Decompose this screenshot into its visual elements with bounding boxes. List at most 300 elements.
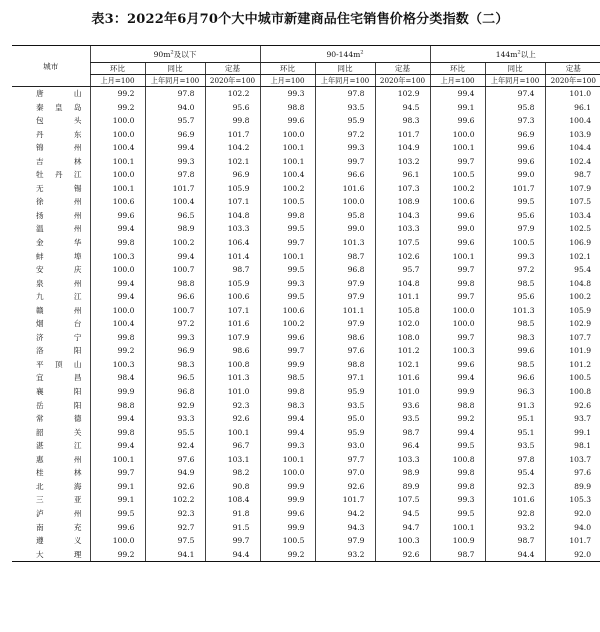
index-value-cell: 100.1: [260, 155, 315, 169]
index-value-cell: 97.3: [485, 114, 545, 128]
index-value-cell: 104.8: [545, 277, 600, 291]
table-row: [12, 344, 600, 358]
index-value-cell: 101.2: [545, 358, 600, 372]
index-value-cell: 93.2: [315, 548, 375, 562]
index-value-cell: 99.7: [430, 331, 485, 345]
group-header-small: $90m^2$及以下: [90, 46, 260, 63]
index-value-cell: 100.2: [545, 290, 600, 304]
index-value-cell: 103.3: [205, 222, 260, 236]
index-value-cell: 99.8: [260, 385, 315, 399]
index-value-cell: 102.5: [545, 222, 600, 236]
index-value-cell: 105.9: [205, 182, 260, 196]
index-value-cell: 100.6: [430, 195, 485, 209]
index-value-cell: 96.1: [545, 101, 600, 115]
index-value-cell: 92.0: [545, 548, 600, 562]
index-value-cell: 101.2: [375, 344, 430, 358]
index-value-cell: 107.7: [545, 331, 600, 345]
index-value-cell: 93.5: [485, 439, 545, 453]
city-name-cell: 平顶山: [36, 359, 82, 369]
index-value-cell: 99.6: [485, 344, 545, 358]
index-value-cell: 99.4: [90, 277, 145, 291]
index-value-cell: 99.8: [430, 466, 485, 480]
index-value-cell: 97.6: [145, 453, 205, 467]
index-value-cell: 100.4: [90, 141, 145, 155]
index-value-cell: 99.4: [90, 290, 145, 304]
city-name-cell: 吉林: [36, 156, 82, 166]
index-value-cell: 105.9: [545, 304, 600, 318]
index-value-cell: 100.0: [90, 168, 145, 182]
index-value-cell: 99.6: [260, 114, 315, 128]
city-name-cell: 惠州: [36, 454, 82, 464]
index-value-cell: 92.6: [145, 480, 205, 494]
index-value-cell: 91.5: [205, 521, 260, 535]
index-value-cell: 101.1: [375, 290, 430, 304]
index-value-cell: 99.5: [430, 439, 485, 453]
city-name-cell: 湛江: [36, 441, 82, 451]
index-value-cell: 99.6: [430, 236, 485, 250]
index-value-cell: 99.3: [315, 141, 375, 155]
index-value-cell: 99.2: [90, 548, 145, 562]
index-value-cell: 93.5: [315, 399, 375, 413]
index-value-cell: 94.1: [145, 548, 205, 562]
index-value-cell: 99.9: [260, 521, 315, 535]
index-value-cell: 99.3: [145, 155, 205, 169]
index-value-cell: 104.2: [205, 141, 260, 155]
table-row: [12, 466, 600, 480]
index-value-cell: 100.0: [430, 317, 485, 331]
index-value-cell: 99.8: [90, 331, 145, 345]
index-value-cell: 102.1: [375, 358, 430, 372]
index-value-cell: 99.5: [430, 507, 485, 521]
index-value-cell: 101.0: [375, 385, 430, 399]
sub-header-fixed-base: 定基: [375, 63, 430, 75]
index-value-cell: 93.6: [375, 399, 430, 413]
index-value-cell: 100.2: [145, 236, 205, 250]
index-value-cell: 89.9: [545, 480, 600, 494]
index-value-cell: 100.1: [260, 453, 315, 467]
index-value-cell: 108.0: [375, 331, 430, 345]
index-value-cell: 99.8: [90, 426, 145, 440]
index-value-cell: 97.2: [485, 263, 545, 277]
index-value-cell: 98.6: [205, 344, 260, 358]
index-value-cell: 96.4: [375, 439, 430, 453]
index-value-cell: 99.4: [90, 222, 145, 236]
index-value-cell: 99.1: [545, 426, 600, 440]
index-value-cell: 100.5: [545, 371, 600, 385]
index-value-cell: 98.7: [375, 426, 430, 440]
index-value-cell: 103.4: [545, 209, 600, 223]
index-value-cell: 101.7: [545, 534, 600, 548]
index-value-cell: 99.5: [485, 195, 545, 209]
index-value-cell: 99.4: [145, 250, 205, 264]
index-value-cell: 101.6: [375, 371, 430, 385]
index-value-cell: 99.1: [430, 101, 485, 115]
index-value-cell: 100.0: [90, 304, 145, 318]
index-value-cell: 97.8: [145, 87, 205, 101]
table-row: [12, 358, 600, 372]
sub-header-mom: 环比: [90, 63, 145, 75]
index-value-cell: 99.7: [90, 466, 145, 480]
index-value-cell: 101.9: [545, 344, 600, 358]
table-row: [12, 168, 600, 182]
index-value-cell: 100.6: [205, 290, 260, 304]
index-value-cell: 99.5: [260, 290, 315, 304]
index-value-cell: 99.9: [430, 385, 485, 399]
index-value-cell: 99.7: [430, 263, 485, 277]
city-name-cell: 安庆: [36, 265, 82, 275]
index-value-cell: 96.9: [205, 168, 260, 182]
table-row: [12, 371, 600, 385]
index-value-cell: 102.0: [375, 317, 430, 331]
index-value-cell: 99.5: [260, 263, 315, 277]
table-row: [12, 507, 600, 521]
index-value-cell: 100.3: [90, 358, 145, 372]
index-value-cell: 100.2: [430, 182, 485, 196]
index-value-cell: 100.4: [260, 168, 315, 182]
index-value-cell: 100.1: [260, 141, 315, 155]
index-value-cell: 92.0: [545, 507, 600, 521]
city-name-cell: 无锡: [36, 183, 82, 193]
index-value-cell: 100.0: [90, 128, 145, 142]
index-value-cell: 107.3: [375, 182, 430, 196]
index-value-cell: 99.4: [430, 426, 485, 440]
index-value-cell: 90.8: [205, 480, 260, 494]
base-header-last-month: 上月=100: [90, 75, 145, 87]
index-value-cell: 95.8: [315, 209, 375, 223]
city-name-cell: 常德: [36, 414, 82, 424]
index-value-cell: 98.4: [90, 371, 145, 385]
city-name-cell: 唐山: [36, 89, 82, 98]
table-row: [12, 521, 600, 535]
index-value-cell: 98.8: [260, 101, 315, 115]
index-value-cell: 99.4: [430, 87, 485, 101]
table-row: [12, 128, 600, 142]
index-value-cell: 92.3: [485, 480, 545, 494]
index-value-cell: 99.6: [485, 155, 545, 169]
index-value-cell: 99.3: [145, 331, 205, 345]
table-row: [12, 263, 600, 277]
index-value-cell: 99.7: [430, 290, 485, 304]
city-name-cell: 韶关: [36, 427, 82, 437]
table-title: 表3：2022年6月70个大中城市新建商品住宅销售价格分类指数（二）: [91, 12, 509, 27]
index-value-cell: 100.1: [430, 250, 485, 264]
index-value-cell: 102.2: [145, 493, 205, 507]
city-name-cell: 洛阳: [36, 346, 82, 356]
index-value-cell: 100.5: [430, 168, 485, 182]
index-value-cell: 100.1: [430, 141, 485, 155]
index-value-cell: 101.1: [315, 304, 375, 318]
index-value-cell: 101.7: [315, 493, 375, 507]
index-value-cell: 100.1: [90, 453, 145, 467]
index-value-cell: 96.3: [485, 385, 545, 399]
index-value-cell: 108.4: [205, 493, 260, 507]
index-value-cell: 98.8: [430, 399, 485, 413]
index-value-cell: 103.9: [545, 128, 600, 142]
index-value-cell: 95.0: [315, 412, 375, 426]
index-value-cell: 96.6: [145, 290, 205, 304]
index-value-cell: 100.8: [430, 453, 485, 467]
index-value-cell: 98.3: [260, 399, 315, 413]
index-value-cell: 98.9: [145, 222, 205, 236]
index-value-cell: 95.4: [545, 263, 600, 277]
index-value-cell: 103.2: [375, 155, 430, 169]
table-row: [12, 87, 600, 101]
index-value-cell: 93.2: [485, 521, 545, 535]
city-name-cell: 泸州: [36, 508, 82, 518]
index-value-cell: 100.0: [90, 263, 145, 277]
index-value-cell: 95.9: [315, 426, 375, 440]
index-value-cell: 101.3: [485, 304, 545, 318]
index-value-cell: 94.7: [375, 521, 430, 535]
index-value-cell: 96.6: [485, 371, 545, 385]
base-header-last-year: 上年同月=100: [485, 75, 545, 87]
index-value-cell: 96.5: [145, 371, 205, 385]
index-value-cell: 99.7: [260, 344, 315, 358]
index-value-cell: 99.9: [90, 385, 145, 399]
city-name-cell: 牡丹江: [36, 170, 82, 180]
index-value-cell: 103.1: [205, 453, 260, 467]
table-row: [12, 222, 600, 236]
index-value-cell: 92.9: [145, 399, 205, 413]
index-value-cell: 96.6: [315, 168, 375, 182]
index-value-cell: 98.9: [375, 466, 430, 480]
city-name-cell: 襄阳: [36, 387, 82, 397]
city-name-cell: 三亚: [36, 495, 82, 505]
table-row: [12, 236, 600, 250]
index-value-cell: 98.7: [205, 263, 260, 277]
index-value-cell: 106.4: [205, 236, 260, 250]
base-header-2020: 2020年=100: [375, 75, 430, 87]
index-value-cell: 96.7: [205, 439, 260, 453]
index-value-cell: 95.6: [485, 209, 545, 223]
table-row: [12, 453, 600, 467]
index-value-cell: 97.9: [485, 222, 545, 236]
index-value-cell: 97.8: [315, 87, 375, 101]
index-value-cell: 99.0: [485, 168, 545, 182]
index-value-cell: 99.4: [90, 412, 145, 426]
index-value-cell: 97.1: [315, 371, 375, 385]
index-value-cell: 94.4: [485, 548, 545, 562]
index-value-cell: 98.7: [545, 168, 600, 182]
index-value-cell: 100.1: [90, 182, 145, 196]
index-value-cell: 94.9: [145, 466, 205, 480]
index-value-cell: 96.9: [145, 128, 205, 142]
index-value-cell: 94.4: [205, 548, 260, 562]
index-value-cell: 98.5: [485, 317, 545, 331]
index-value-cell: 95.6: [485, 290, 545, 304]
index-value-cell: 99.4: [430, 371, 485, 385]
index-value-cell: 106.9: [545, 236, 600, 250]
sub-header-mom: 环比: [430, 63, 485, 75]
index-value-cell: 96.9: [145, 344, 205, 358]
index-value-cell: 99.9: [260, 358, 315, 372]
index-value-cell: 96.8: [145, 385, 205, 399]
base-header-last-month: 上月=100: [260, 75, 315, 87]
index-value-cell: 99.5: [90, 507, 145, 521]
sub-header-yoy: 同比: [315, 63, 375, 75]
index-value-cell: 92.6: [205, 412, 260, 426]
index-value-cell: 98.3: [485, 331, 545, 345]
city-name-cell: 丹东: [36, 129, 82, 139]
city-name-cell: 宜昌: [36, 373, 82, 383]
city-name-cell: 大理: [12, 548, 90, 562]
index-value-cell: 107.5: [545, 195, 600, 209]
index-value-cell: 93.3: [145, 412, 205, 426]
index-value-cell: 100.3: [375, 534, 430, 548]
price-index-table: [12, 45, 600, 562]
index-value-cell: 107.5: [375, 236, 430, 250]
index-value-cell: 98.7: [315, 250, 375, 264]
index-value-cell: 99.0: [430, 222, 485, 236]
index-value-cell: 99.6: [260, 331, 315, 345]
city-name-cell: 济宁: [36, 332, 82, 342]
table-row: [12, 548, 600, 562]
index-value-cell: 107.9: [205, 331, 260, 345]
city-name-cell: 徐州: [36, 197, 82, 207]
index-value-cell: 99.6: [430, 358, 485, 372]
index-value-cell: 94.5: [375, 507, 430, 521]
index-value-cell: 96.5: [145, 209, 205, 223]
index-value-cell: 105.3: [545, 493, 600, 507]
index-value-cell: 99.8: [90, 236, 145, 250]
index-value-cell: 99.6: [430, 209, 485, 223]
index-value-cell: 95.8: [485, 101, 545, 115]
group-header-medium: $90-144m^2$: [260, 46, 430, 63]
index-value-cell: 97.8: [485, 453, 545, 467]
base-header-2020: 2020年=100: [545, 75, 600, 87]
index-value-cell: 99.9: [260, 493, 315, 507]
index-value-cell: 97.9: [315, 534, 375, 548]
base-header-last-year: 上年同月=100: [145, 75, 205, 87]
index-value-cell: 101.7: [485, 182, 545, 196]
table-row: [12, 317, 600, 331]
index-value-cell: 97.9: [315, 277, 375, 291]
index-value-cell: 97.9: [315, 290, 375, 304]
index-value-cell: 100.1: [260, 250, 315, 264]
index-value-cell: 98.1: [545, 439, 600, 453]
index-value-cell: 91.8: [205, 507, 260, 521]
index-value-cell: 97.6: [315, 344, 375, 358]
index-value-cell: 95.7: [145, 114, 205, 128]
index-value-cell: 100.0: [430, 128, 485, 142]
index-value-cell: 95.7: [375, 263, 430, 277]
index-value-cell: 99.6: [90, 521, 145, 535]
index-value-cell: 104.3: [375, 209, 430, 223]
index-value-cell: 96.9: [485, 128, 545, 142]
index-value-cell: 103.7: [545, 453, 600, 467]
index-value-cell: 97.2: [145, 317, 205, 331]
table-row: [12, 493, 600, 507]
sub-header-mom: 环比: [260, 63, 315, 75]
index-value-cell: 100.0: [260, 466, 315, 480]
sub-header-yoy: 同比: [145, 63, 205, 75]
index-value-cell: 92.4: [145, 439, 205, 453]
index-value-cell: 99.8: [260, 209, 315, 223]
index-value-cell: 96.8: [315, 263, 375, 277]
index-value-cell: 102.9: [375, 87, 430, 101]
index-value-cell: 104.9: [375, 141, 430, 155]
index-value-cell: 99.6: [90, 209, 145, 223]
index-value-cell: 98.7: [430, 548, 485, 562]
index-value-cell: 99.7: [260, 236, 315, 250]
index-value-cell: 104.8: [375, 277, 430, 291]
index-value-cell: 89.9: [375, 480, 430, 494]
index-value-cell: 98.8: [315, 358, 375, 372]
index-value-cell: 105.8: [375, 304, 430, 318]
index-value-cell: 94.5: [375, 101, 430, 115]
index-value-cell: 107.1: [205, 195, 260, 209]
index-value-cell: 100.6: [90, 195, 145, 209]
index-value-cell: 99.3: [260, 277, 315, 291]
index-value-cell: 100.7: [145, 304, 205, 318]
index-value-cell: 97.6: [545, 466, 600, 480]
index-value-cell: 92.6: [375, 548, 430, 562]
index-value-cell: 102.1: [205, 155, 260, 169]
index-value-cell: 100.0: [430, 304, 485, 318]
index-value-cell: 101.3: [205, 371, 260, 385]
index-value-cell: 99.3: [485, 250, 545, 264]
table-row: [12, 331, 600, 345]
index-value-cell: 99.3: [430, 493, 485, 507]
city-name-cell: 赣州: [36, 305, 82, 315]
index-value-cell: 101.6: [485, 493, 545, 507]
index-value-cell: 99.3: [260, 439, 315, 453]
city-name-cell: 包头: [36, 116, 82, 126]
index-value-cell: 100.1: [430, 521, 485, 535]
index-value-cell: 102.9: [545, 317, 600, 331]
table-row: [12, 412, 600, 426]
index-value-cell: 100.2: [260, 182, 315, 196]
index-value-cell: 107.1: [205, 304, 260, 318]
city-name-cell: 岳阳: [36, 400, 82, 410]
city-name-cell: 秦皇岛: [36, 102, 82, 112]
index-value-cell: 100.5: [485, 236, 545, 250]
index-value-cell: 98.2: [205, 466, 260, 480]
index-value-cell: 98.3: [145, 358, 205, 372]
index-value-cell: 100.1: [90, 155, 145, 169]
index-value-cell: 102.4: [545, 155, 600, 169]
index-value-cell: 100.1: [205, 426, 260, 440]
index-value-cell: 97.7: [315, 453, 375, 467]
city-name-cell: 南充: [36, 522, 82, 532]
index-value-cell: 99.2: [260, 548, 315, 562]
index-value-cell: 92.7: [145, 521, 205, 535]
index-value-cell: 104.8: [205, 209, 260, 223]
city-name-cell: 北海: [36, 481, 82, 491]
index-value-cell: 103.3: [375, 453, 430, 467]
index-value-cell: 100.4: [145, 195, 205, 209]
city-column-header: 城市: [12, 46, 90, 87]
index-value-cell: 101.4: [205, 250, 260, 264]
index-value-cell: 99.2: [90, 344, 145, 358]
index-value-cell: 102.6: [375, 250, 430, 264]
index-value-cell: 100.4: [545, 114, 600, 128]
table-row: [12, 182, 600, 196]
table-row: [12, 250, 600, 264]
index-value-cell: 100.0: [315, 195, 375, 209]
table-row: [12, 290, 600, 304]
index-value-cell: 95.9: [315, 385, 375, 399]
table-row: [12, 426, 600, 440]
city-name-cell: 桂林: [36, 468, 82, 478]
index-value-cell: 100.0: [260, 128, 315, 142]
city-name-cell: 扬州: [36, 210, 82, 220]
index-value-cell: 95.5: [145, 426, 205, 440]
index-value-cell: 99.9: [260, 480, 315, 494]
index-value-cell: 94.0: [545, 521, 600, 535]
table-row: [12, 439, 600, 453]
index-value-cell: 93.0: [315, 439, 375, 453]
